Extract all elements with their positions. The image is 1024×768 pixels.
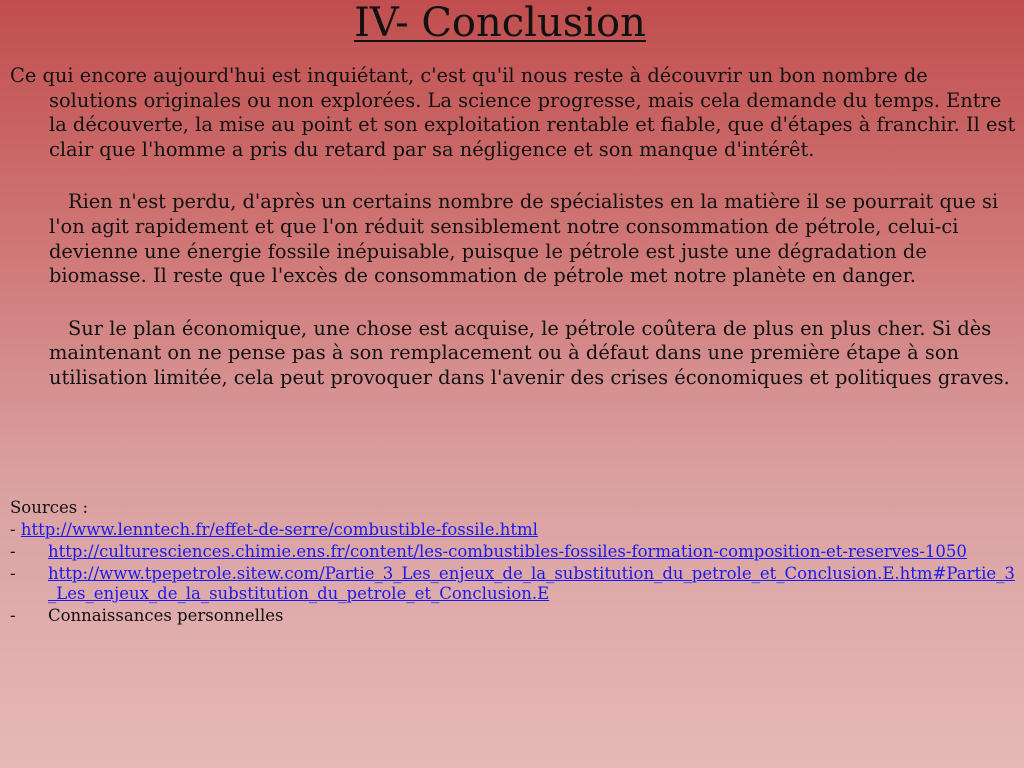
paragraph-3: Sur le plan économique, une chose est acquise, le pétrole coûtera de plus en plus cher. Si dès maintenant on ne pense pas à son remplacement ou à défaut dans une première étape à son utilisation limitée, cela peut provoquer dans l'avenir des crises économiques et politiques graves. bbox=[49, 316, 1010, 389]
paragraph-2: Rien n'est perdu, d'après un certains nombre de spécialistes en la matière il se pourrait que si l'on agit rapidement et que l'on réduit sensiblement notre consommation de pétrole, celui-ci devienne une énergie fossile inépuisable, puisque le pétrole est juste une dégradation de biomasse. Il reste que l'excès de consommation de pétrole met notre planète en danger. bbox=[49, 190, 999, 288]
sources-section bbox=[10, 498, 1016, 628]
source-link-culturesciences[interactable]: http://culturesciences.chimie.ens.fr/content/les-combustibles-fossiles-formation-composition-et-reserves-1050 bbox=[48, 542, 967, 561]
source-text-personal: Connaissances personnelles bbox=[48, 606, 284, 625]
slide-title: IV- Conclusion bbox=[354, 0, 646, 46]
conclusion-body bbox=[10, 64, 1016, 391]
source-item-3 bbox=[10, 564, 1016, 604]
source-item-1 bbox=[10, 520, 1016, 540]
source-dash: - bbox=[10, 520, 21, 539]
source-dash: - bbox=[10, 606, 16, 625]
source-item-4 bbox=[10, 606, 1016, 626]
paragraph-1: Ce qui encore aujourd'hui est inquiétant, c'est qu'il nous reste à découvrir un bon nombre de solutions originales ou non explorées. La science progresse, mais cela demande du temps. Entre la découverte, la mise au point et son exploitation rentable et fiable, que d'étapes à franchir. Il est clair que l'homme a pris du retard par sa négligence et son manque d'intérêt. bbox=[10, 64, 1016, 161]
source-dash: - bbox=[10, 542, 16, 561]
source-item-2 bbox=[10, 542, 1016, 562]
source-link-tpepetrole[interactable]: http://www.tpepetrole.sitew.com/Partie_3_Les_enjeux_de_la_substitution_du_petrole_et_Conclusion.E.htm#Partie_3_Les_enjeux_de_la_substitution_du_petrole_et_Conclusion.E bbox=[48, 564, 1015, 603]
source-link-lenntech[interactable]: http://www.lenntech.fr/effet-de-serre/combustible-fossile.html bbox=[20, 520, 538, 539]
source-dash: - bbox=[10, 564, 16, 583]
sources-label: Sources : bbox=[10, 498, 89, 517]
